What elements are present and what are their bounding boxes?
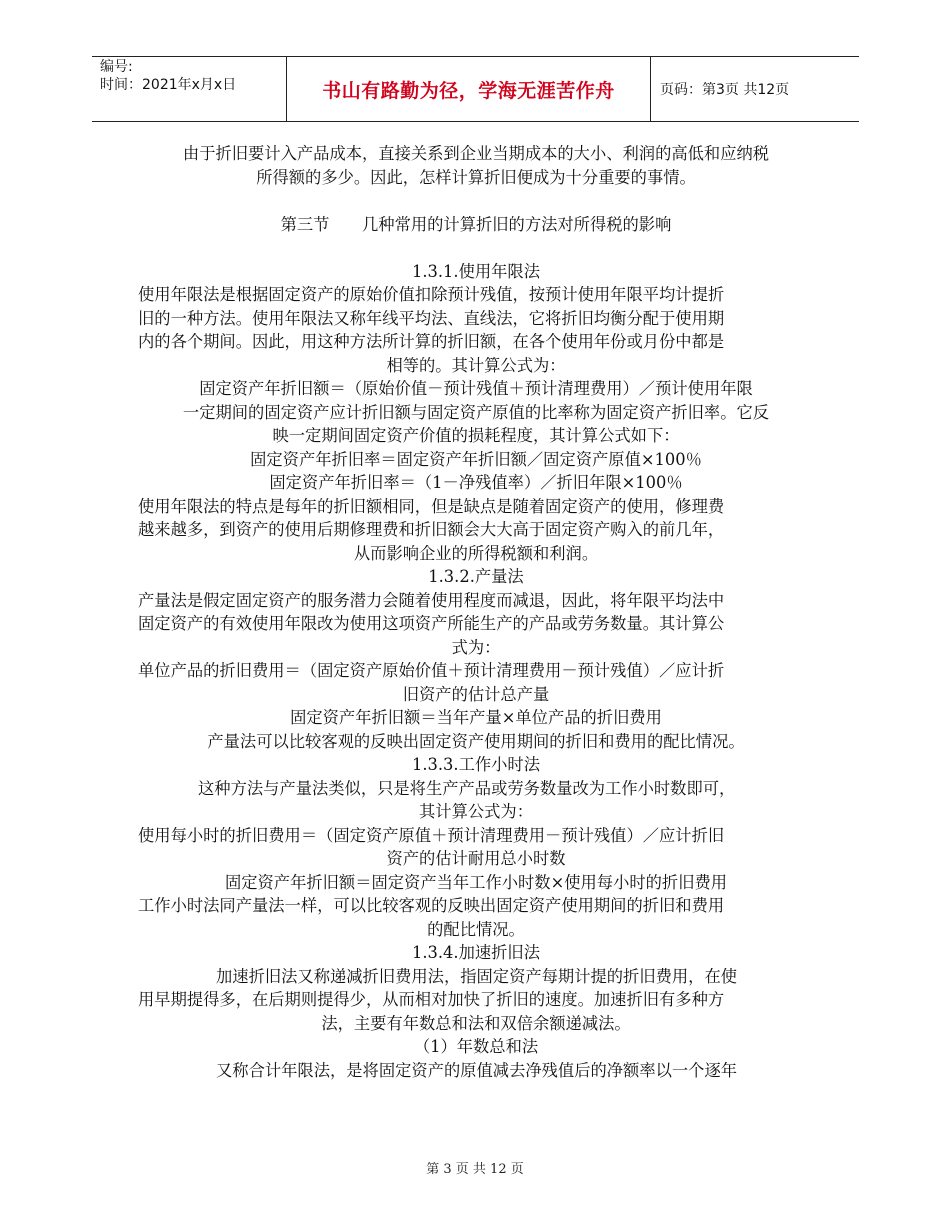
text-line: 相等的。其计算公式为： [386,355,566,375]
text-line: 固定资产年折旧率＝（1－净残值率）／折旧年限×100％ [269,473,683,492]
text-line: 单位产品的折旧费用＝（固定资产原始价值＋预计清理费用－预计残值）／应计折 [138,661,725,680]
text-line: 固定资产年折旧额＝当年产量×单位产品的折旧费用 [290,708,662,727]
text-line: 所得额的多少。因此，怎样计算折旧便成为十分重要的事情。 [256,167,696,187]
header-bottom-rule [92,121,859,122]
text-line: 用早期提得多，在后期则提得少，从而相对加快了折旧的速度。加速折旧有多种方 [138,990,725,1009]
text-line: 1.3.2.产量法 [428,567,524,586]
text-line: 法，主要有年数总和法和双倍余额递减法。 [321,1013,631,1033]
document-body [138,142,814,1082]
text-line: 旧的一种方法。使用年限法又称年线平均法、直线法，它将折旧均衡分配于使用期 [138,308,725,328]
text-line: 的配比情况。 [427,919,525,939]
text-line: 固定资产的有效使用年限改为使用这项资产所能生产的产品或劳务数量。其计算公 [138,614,725,633]
header-top-rule [92,56,859,57]
text-line: 1.3.1.使用年限法 [411,261,540,281]
text-line: 使用每小时的折旧费用＝（固定资产原值＋预计清理费用－预计残值）／应计折旧 [138,825,725,845]
blank-line [138,189,814,213]
text-line: 其计算公式为： [419,802,533,821]
header-motto: 书山有路勤为径，学海无涯苦作舟 [322,80,615,102]
page-footer: 第 3 页 共 12 页 [426,1162,524,1177]
text-line: 映一定期间固定资产价值的损耗程度，其计算公式如下： [272,426,680,445]
text-line: 旧资产的估计总产量 [402,684,550,704]
doc-time-label: 时间：2021年x月x日 [100,77,237,93]
text-line: 第三节 几种常用的计算折旧的方法对所得税的影响 [280,214,672,234]
blank-line [138,236,814,260]
text-line: 固定资产年折旧额＝（原始价值－预计残值＋预计清理费用）／预计使用年限 [199,379,753,398]
text-line: 使用年限法是根据固定资产的原始价值扣除预计残值，按预计使用年限平均计提折 [138,285,725,304]
text-line: 又称合计年限法，是将固定资产的原值减去净残值后的净额率以一个逐年 [216,1060,738,1080]
text-line: 1.3.4.加速折旧法 [411,943,540,962]
text-line: 这种方法与产量法类似，只是将生产产品或劳务数量改为工作小时数即可， [198,778,736,798]
text-line: 工作小时法同产量法一样，可以比较客观的反映出固定资产使用期间的折旧和费用 [138,896,725,915]
text-line: 越来越多，到资产的使用后期修理费和折旧额会大大高于固定资产购入的前几年， [138,520,725,539]
text-line: 资产的估计耐用总小时数 [386,849,566,868]
text-line: 由于折旧要计入产品成本，直接关系到企业当期成本的大小、利润的高低和应纳税 [182,144,770,163]
text-line: 一定期间的固定资产应计折旧额与固定资产原值的比率称为固定资产折旧率。它反 [182,402,770,422]
text-line: 式为： [451,637,501,657]
text-line: 固定资产年折旧率＝固定资产年折旧额／固定资产原值×100％ [250,449,702,469]
text-line: 从而影响企业的所得税额和利润。 [353,543,599,563]
text-line: 产量法可以比较客观的反映出固定资产使用期间的折旧和费用的配比情况。 [207,731,745,751]
text-line: 产量法是假定固定资产的服务潜力会随着使用程度而减退，因此，将年限平均法中 [138,590,725,610]
text-line: 加速折旧法又称递减折旧费用法，指固定资产每期计提的折旧费用，在使 [216,966,738,986]
text-line: 固定资产年折旧额＝固定资产当年工作小时数×使用每小时的折旧费用 [224,872,728,892]
text-line: 1.3.3.工作小时法 [411,755,540,774]
header-divider-right [650,56,651,121]
doc-code-label: 编号: [100,59,133,75]
text-line: 使用年限法的特点是每年的折旧额相同，但是缺点是随着固定资产的使用，修理费 [138,496,725,516]
header-meta [100,58,236,94]
text-line: 内的各个期间。因此，用这种方法所计算的折旧额，在各个使用年份或月份中都是 [138,332,725,351]
text-line: （1）年数总和法 [413,1037,539,1056]
header-page-info: 页码：第3页 共12页 [660,82,790,98]
